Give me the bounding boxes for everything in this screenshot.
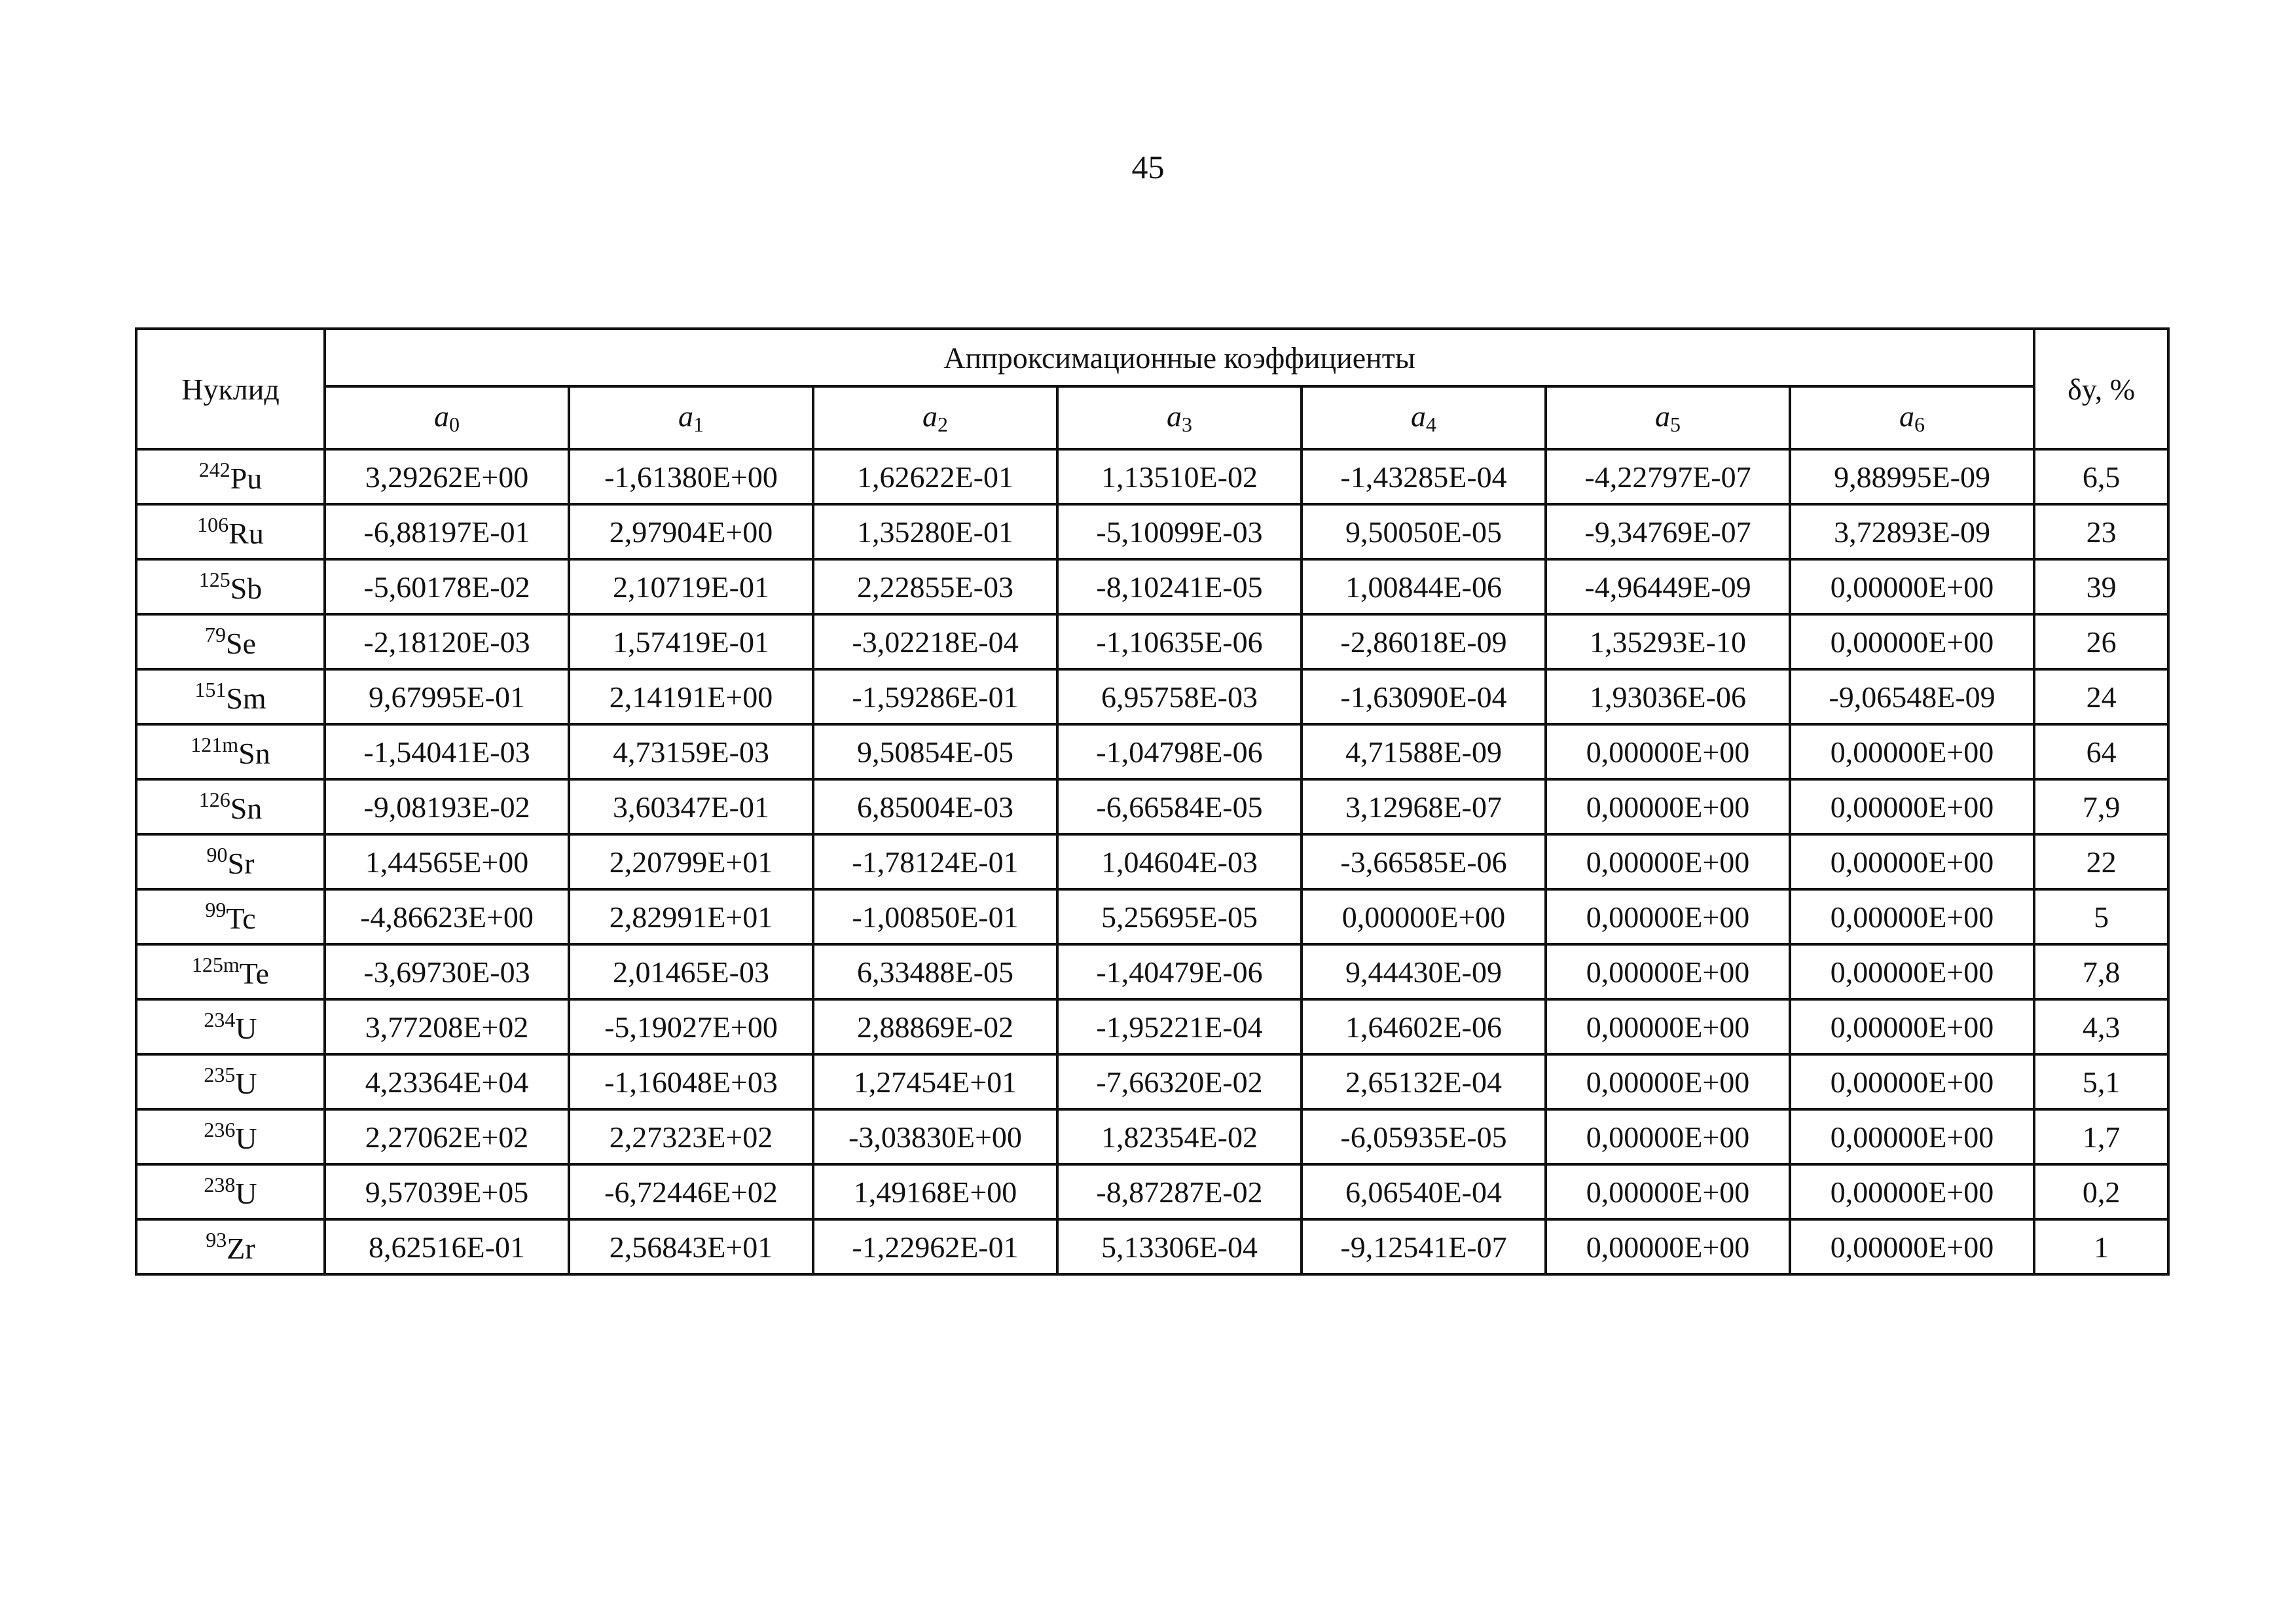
coef-cell-a3: -5,10099E-03 bbox=[1057, 504, 1302, 559]
coef-cell-a0: 4,23364E+04 bbox=[325, 1054, 569, 1109]
nuclide-cell bbox=[136, 724, 325, 779]
table-row bbox=[136, 614, 2168, 669]
table-row bbox=[136, 1219, 2168, 1274]
element-symbol: U bbox=[235, 1012, 257, 1045]
element-symbol: Te bbox=[239, 957, 270, 990]
nuclide-cell bbox=[136, 559, 325, 614]
coef-cell-a1: 2,01465E-03 bbox=[569, 944, 813, 999]
nuclide-cell bbox=[136, 889, 325, 944]
coef-cell-a3: -1,95221E-04 bbox=[1057, 999, 1302, 1054]
coef-cell-a3: -1,04798E-06 bbox=[1057, 724, 1302, 779]
nuclide-cell bbox=[136, 1054, 325, 1109]
coef-cell-a1: 1,57419E-01 bbox=[569, 614, 813, 669]
coef-cell-a2: 9,50854E-05 bbox=[813, 724, 1057, 779]
coef-cell-a3: 5,13306E-04 bbox=[1057, 1219, 1302, 1274]
coef-cell-a1: 2,10719E-01 bbox=[569, 559, 813, 614]
nuclide-cell bbox=[136, 779, 325, 834]
coef-cell-a5: 1,93036E-06 bbox=[1546, 669, 1790, 724]
group-header: Аппроксимационные коэффициенты bbox=[325, 329, 2034, 386]
coef-header-base: a bbox=[1655, 399, 1670, 433]
coef-header-a6 bbox=[1790, 386, 2034, 449]
mass-number: 151 bbox=[194, 678, 227, 701]
coef-cell-a5: 0,00000E+00 bbox=[1546, 889, 1790, 944]
coef-cell-a1: 2,56843E+01 bbox=[569, 1219, 813, 1274]
coef-cell-a2: -1,78124E-01 bbox=[813, 834, 1057, 889]
element-symbol: U bbox=[235, 1122, 257, 1155]
coef-cell-a1: 4,73159E-03 bbox=[569, 724, 813, 779]
coef-cell-a1: -5,19027E+00 bbox=[569, 999, 813, 1054]
nuclide-cell bbox=[136, 669, 325, 724]
mass-number: 236 bbox=[204, 1118, 236, 1141]
coef-header-a3 bbox=[1057, 386, 1302, 449]
coef-header-base: a bbox=[678, 399, 693, 433]
table-row bbox=[136, 669, 2168, 724]
page-number: 45 bbox=[1131, 149, 1165, 185]
coef-header-base: a bbox=[1411, 399, 1426, 433]
coef-cell-a1: 3,60347E-01 bbox=[569, 779, 813, 834]
coef-cell-a4: 2,65132E-04 bbox=[1302, 1054, 1546, 1109]
coef-cell-a6: 0,00000E+00 bbox=[1790, 614, 2034, 669]
nuclide-cell bbox=[136, 944, 325, 999]
mass-number: 99 bbox=[205, 898, 227, 921]
error-cell: 26 bbox=[2034, 614, 2168, 669]
element-symbol: Zr bbox=[227, 1232, 255, 1265]
coef-cell-a6: 0,00000E+00 bbox=[1790, 559, 2034, 614]
nuclide-cell bbox=[136, 504, 325, 559]
coef-header-row bbox=[136, 386, 2168, 449]
error-cell: 23 bbox=[2034, 504, 2168, 559]
table-row bbox=[136, 1054, 2168, 1109]
mass-number: 125 bbox=[198, 568, 230, 591]
table-row bbox=[136, 504, 2168, 559]
coef-cell-a2: 1,27454E+01 bbox=[813, 1054, 1057, 1109]
coef-cell-a5: 0,00000E+00 bbox=[1546, 724, 1790, 779]
element-symbol: Sn bbox=[238, 737, 270, 770]
coef-header-index: 1 bbox=[693, 413, 704, 436]
nuclide-cell bbox=[136, 1164, 325, 1219]
mass-number: 121m bbox=[191, 733, 239, 756]
coef-cell-a4: 6,06540E-04 bbox=[1302, 1164, 1546, 1219]
coef-cell-a1: 2,14191E+00 bbox=[569, 669, 813, 724]
coef-cell-a2: -3,02218E-04 bbox=[813, 614, 1057, 669]
table-row bbox=[136, 999, 2168, 1054]
coef-cell-a0: -1,54041E-03 bbox=[325, 724, 569, 779]
coef-cell-a0: 3,77208E+02 bbox=[325, 999, 569, 1054]
mass-number: 126 bbox=[198, 788, 230, 811]
element-symbol: Ru bbox=[228, 517, 264, 550]
error-cell: 24 bbox=[2034, 669, 2168, 724]
coef-cell-a3: 6,95758E-03 bbox=[1057, 669, 1302, 724]
coef-cell-a2: 6,85004E-03 bbox=[813, 779, 1057, 834]
mass-number: 234 bbox=[204, 1008, 236, 1031]
coef-cell-a1: 2,27323E+02 bbox=[569, 1109, 813, 1164]
coef-cell-a6: 0,00000E+00 bbox=[1790, 779, 2034, 834]
coef-cell-a6: 0,00000E+00 bbox=[1790, 1219, 2034, 1274]
coef-cell-a5: -9,34769E-07 bbox=[1546, 504, 1790, 559]
coef-cell-a3: -7,66320E-02 bbox=[1057, 1054, 1302, 1109]
coef-cell-a5: 0,00000E+00 bbox=[1546, 999, 1790, 1054]
coef-cell-a2: 1,35280E-01 bbox=[813, 504, 1057, 559]
coef-cell-a4: 9,50050E-05 bbox=[1302, 504, 1546, 559]
table-row bbox=[136, 449, 2168, 504]
mass-number: 238 bbox=[204, 1173, 236, 1196]
coef-header-index: 2 bbox=[938, 413, 948, 436]
coefficients-table bbox=[135, 327, 2170, 1276]
coef-header-index: 6 bbox=[1914, 413, 1925, 436]
coef-header-index: 3 bbox=[1182, 413, 1192, 436]
error-cell: 0,2 bbox=[2034, 1164, 2168, 1219]
coef-cell-a3: 1,13510E-02 bbox=[1057, 449, 1302, 504]
element-symbol: Sn bbox=[230, 792, 263, 825]
coef-cell-a5: 0,00000E+00 bbox=[1546, 1219, 1790, 1274]
coef-cell-a6: 0,00000E+00 bbox=[1790, 724, 2034, 779]
coef-cell-a0: -6,88197E-01 bbox=[325, 504, 569, 559]
error-cell: 6,5 bbox=[2034, 449, 2168, 504]
coef-cell-a4: -3,66585E-06 bbox=[1302, 834, 1546, 889]
coef-cell-a2: 6,33488E-05 bbox=[813, 944, 1057, 999]
coef-header-index: 0 bbox=[449, 413, 460, 436]
error-header: δy, % bbox=[2034, 329, 2168, 449]
element-symbol: Tc bbox=[226, 902, 256, 935]
table-row bbox=[136, 1164, 2168, 1219]
coef-cell-a5: 0,00000E+00 bbox=[1546, 834, 1790, 889]
coef-cell-a0: -3,69730E-03 bbox=[325, 944, 569, 999]
error-cell: 4,3 bbox=[2034, 999, 2168, 1054]
coef-cell-a0: 1,44565E+00 bbox=[325, 834, 569, 889]
error-cell: 22 bbox=[2034, 834, 2168, 889]
nuclide-cell bbox=[136, 1219, 325, 1274]
coef-cell-a0: 8,62516E-01 bbox=[325, 1219, 569, 1274]
element-symbol: Sb bbox=[230, 572, 263, 605]
coef-cell-a3: 5,25695E-05 bbox=[1057, 889, 1302, 944]
nuclide-cell bbox=[136, 1109, 325, 1164]
coef-cell-a4: 9,44430E-09 bbox=[1302, 944, 1546, 999]
coef-cell-a6: 0,00000E+00 bbox=[1790, 1054, 2034, 1109]
coef-cell-a5: 0,00000E+00 bbox=[1546, 1054, 1790, 1109]
coef-header-a2 bbox=[813, 386, 1057, 449]
coef-cell-a4: 0,00000E+00 bbox=[1302, 889, 1546, 944]
coef-cell-a0: -4,86623E+00 bbox=[325, 889, 569, 944]
coef-cell-a3: -1,10635E-06 bbox=[1057, 614, 1302, 669]
element-symbol: Pu bbox=[230, 462, 263, 495]
mass-number: 93 bbox=[206, 1228, 227, 1251]
coef-header-base: a bbox=[1167, 399, 1182, 433]
coef-header-a5 bbox=[1546, 386, 1790, 449]
coef-cell-a2: 2,88869E-02 bbox=[813, 999, 1057, 1054]
coef-cell-a5: -4,22797E-07 bbox=[1546, 449, 1790, 504]
coef-cell-a6: 0,00000E+00 bbox=[1790, 834, 2034, 889]
coef-cell-a1: 2,82991E+01 bbox=[569, 889, 813, 944]
coef-cell-a2: -3,03830E+00 bbox=[813, 1109, 1057, 1164]
error-cell: 5 bbox=[2034, 889, 2168, 944]
coef-cell-a6: 0,00000E+00 bbox=[1790, 889, 2034, 944]
coef-cell-a4: 1,00844E-06 bbox=[1302, 559, 1546, 614]
coef-cell-a5: 0,00000E+00 bbox=[1546, 1164, 1790, 1219]
coef-cell-a0: -5,60178E-02 bbox=[325, 559, 569, 614]
coef-cell-a6: -9,06548E-09 bbox=[1790, 669, 2034, 724]
coef-cell-a6: 0,00000E+00 bbox=[1790, 999, 2034, 1054]
nuclide-cell bbox=[136, 999, 325, 1054]
element-symbol: Se bbox=[226, 627, 256, 660]
coef-cell-a2: 1,62622E-01 bbox=[813, 449, 1057, 504]
coef-cell-a4: -1,63090E-04 bbox=[1302, 669, 1546, 724]
table-row bbox=[136, 944, 2168, 999]
coef-cell-a1: -6,72446E+02 bbox=[569, 1164, 813, 1219]
table-row bbox=[136, 559, 2168, 614]
coef-cell-a5: 1,35293E-10 bbox=[1546, 614, 1790, 669]
mass-number: 242 bbox=[198, 458, 230, 481]
coef-cell-a3: -8,87287E-02 bbox=[1057, 1164, 1302, 1219]
table-row bbox=[136, 1109, 2168, 1164]
error-cell: 5,1 bbox=[2034, 1054, 2168, 1109]
mass-number: 79 bbox=[205, 623, 226, 646]
element-symbol: Sm bbox=[226, 682, 266, 715]
error-cell: 1,7 bbox=[2034, 1109, 2168, 1164]
coef-cell-a1: -1,16048E+03 bbox=[569, 1054, 813, 1109]
coef-cell-a5: 0,00000E+00 bbox=[1546, 944, 1790, 999]
error-cell: 7,9 bbox=[2034, 779, 2168, 834]
coef-cell-a2: 2,22855E-03 bbox=[813, 559, 1057, 614]
coef-cell-a1: 2,97904E+00 bbox=[569, 504, 813, 559]
error-cell: 1 bbox=[2034, 1219, 2168, 1274]
coef-cell-a5: 0,00000E+00 bbox=[1546, 779, 1790, 834]
coef-cell-a2: -1,59286E-01 bbox=[813, 669, 1057, 724]
nuclide-header: Нуклид bbox=[136, 329, 325, 449]
element-symbol: U bbox=[235, 1177, 257, 1210]
coef-cell-a0: 9,67995E-01 bbox=[325, 669, 569, 724]
coef-cell-a0: 3,29262E+00 bbox=[325, 449, 569, 504]
coef-cell-a4: 3,12968E-07 bbox=[1302, 779, 1546, 834]
table-body bbox=[136, 449, 2168, 1274]
error-cell: 39 bbox=[2034, 559, 2168, 614]
coef-cell-a4: -9,12541E-07 bbox=[1302, 1219, 1546, 1274]
coef-cell-a6: 0,00000E+00 bbox=[1790, 1164, 2034, 1219]
coef-cell-a4: -6,05935E-05 bbox=[1302, 1109, 1546, 1164]
coef-cell-a0: -9,08193E-02 bbox=[325, 779, 569, 834]
coef-cell-a1: -1,61380E+00 bbox=[569, 449, 813, 504]
coef-header-index: 4 bbox=[1426, 413, 1436, 436]
nuclide-cell bbox=[136, 449, 325, 504]
coef-header-a0 bbox=[325, 386, 569, 449]
coef-cell-a3: -8,10241E-05 bbox=[1057, 559, 1302, 614]
nuclide-cell bbox=[136, 614, 325, 669]
mass-number: 235 bbox=[204, 1063, 236, 1086]
coef-cell-a4: -2,86018E-09 bbox=[1302, 614, 1546, 669]
coef-header-a4 bbox=[1302, 386, 1546, 449]
coef-cell-a3: 1,82354E-02 bbox=[1057, 1109, 1302, 1164]
coef-cell-a2: 1,49168E+00 bbox=[813, 1164, 1057, 1219]
coef-cell-a4: 4,71588E-09 bbox=[1302, 724, 1546, 779]
mass-number: 90 bbox=[206, 843, 228, 866]
table-row bbox=[136, 889, 2168, 944]
coef-cell-a2: -1,22962E-01 bbox=[813, 1219, 1057, 1274]
coef-cell-a0: 9,57039E+05 bbox=[325, 1164, 569, 1219]
nuclide-cell bbox=[136, 834, 325, 889]
coef-cell-a6: 0,00000E+00 bbox=[1790, 1109, 2034, 1164]
coef-cell-a6: 0,00000E+00 bbox=[1790, 944, 2034, 999]
coef-header-base: a bbox=[434, 399, 449, 433]
error-cell: 64 bbox=[2034, 724, 2168, 779]
coef-cell-a5: 0,00000E+00 bbox=[1546, 1109, 1790, 1164]
coef-cell-a3: -1,40479E-06 bbox=[1057, 944, 1302, 999]
coef-header-a1 bbox=[569, 386, 813, 449]
mass-number: 106 bbox=[197, 513, 229, 536]
coef-cell-a5: -4,96449E-09 bbox=[1546, 559, 1790, 614]
coef-cell-a6: 3,72893E-09 bbox=[1790, 504, 2034, 559]
coef-cell-a2: -1,00850E-01 bbox=[813, 889, 1057, 944]
table-row bbox=[136, 724, 2168, 779]
coef-header-base: a bbox=[1899, 399, 1915, 433]
coef-header-base: a bbox=[922, 399, 938, 433]
coef-header-index: 5 bbox=[1670, 413, 1681, 436]
table-row bbox=[136, 779, 2168, 834]
coef-cell-a6: 9,88995E-09 bbox=[1790, 449, 2034, 504]
coef-cell-a4: -1,43285E-04 bbox=[1302, 449, 1546, 504]
element-symbol: Sr bbox=[227, 847, 255, 880]
coef-cell-a3: -6,66584E-05 bbox=[1057, 779, 1302, 834]
coef-cell-a0: 2,27062E+02 bbox=[325, 1109, 569, 1164]
error-cell: 7,8 bbox=[2034, 944, 2168, 999]
coef-cell-a3: 1,04604E-03 bbox=[1057, 834, 1302, 889]
table-row bbox=[136, 834, 2168, 889]
coef-cell-a1: 2,20799E+01 bbox=[569, 834, 813, 889]
coef-cell-a0: -2,18120E-03 bbox=[325, 614, 569, 669]
element-symbol: U bbox=[235, 1067, 257, 1100]
coef-cell-a4: 1,64602E-06 bbox=[1302, 999, 1546, 1054]
mass-number: 125m bbox=[191, 953, 240, 976]
